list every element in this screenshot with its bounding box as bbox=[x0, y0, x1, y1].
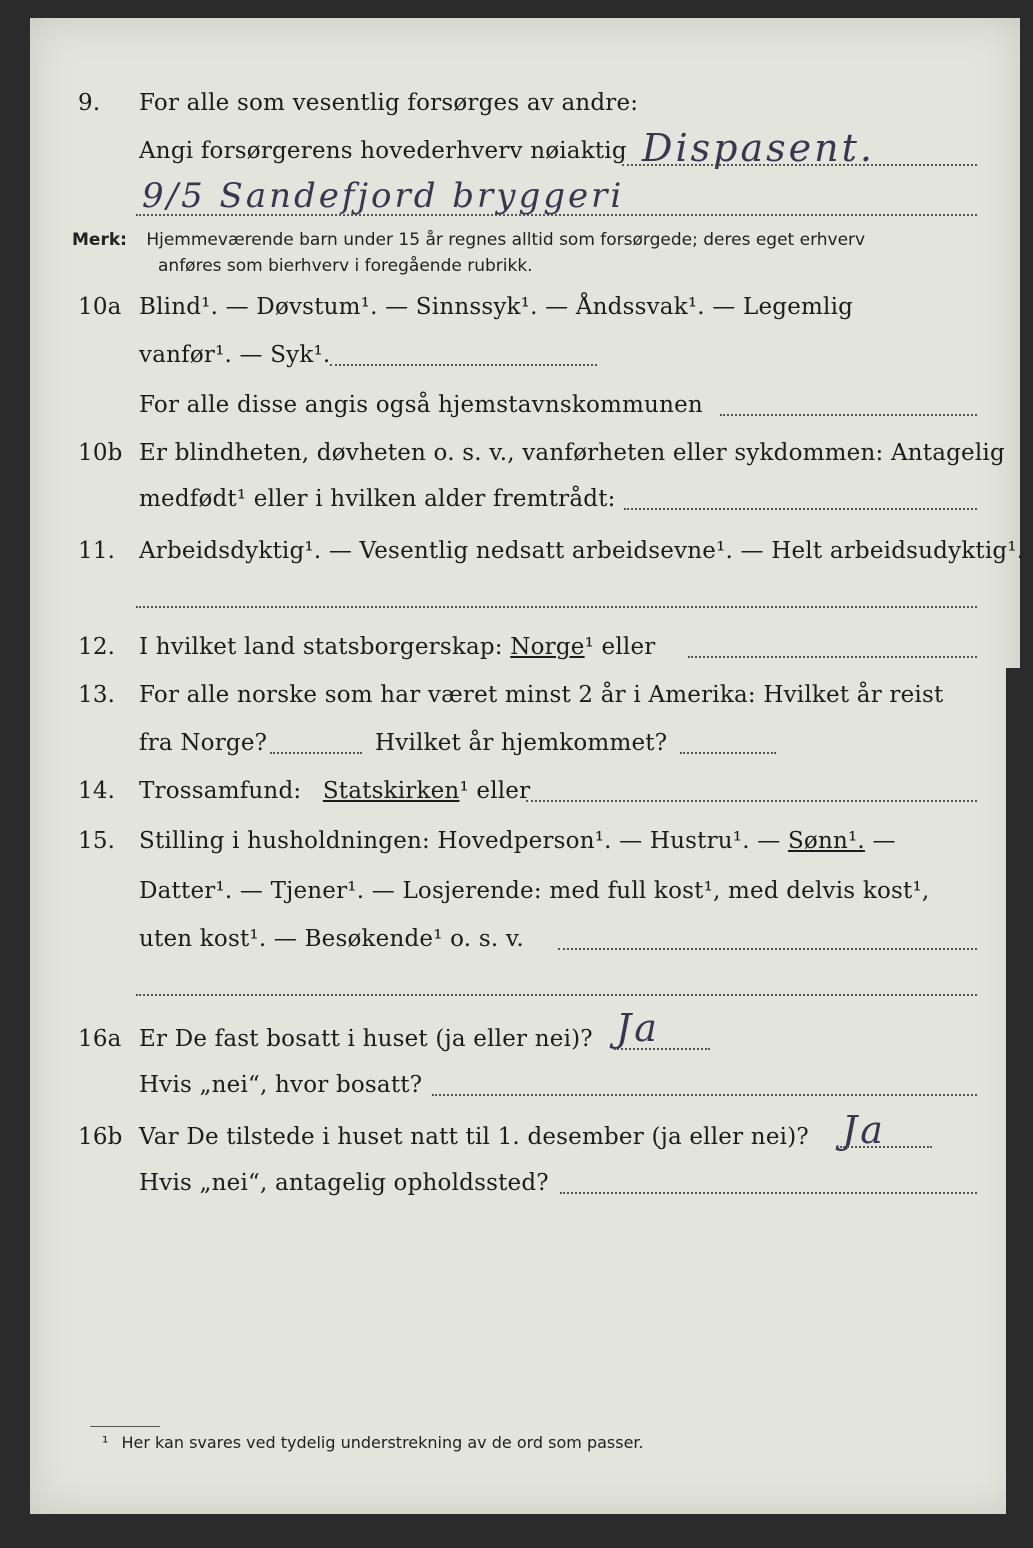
footnote-divider bbox=[90, 1426, 160, 1427]
footnote-mark: ¹ bbox=[102, 1433, 109, 1452]
q13-fill-line-1 bbox=[270, 752, 362, 754]
merk-text-1: Hjemmeværende barn under 15 år regnes alltid som forsørgede; deres eget erhverv bbox=[146, 230, 866, 250]
q10a-row-3 bbox=[30, 392, 1020, 426]
footnote bbox=[102, 1433, 644, 1452]
q9-fill-line-2 bbox=[136, 214, 977, 216]
q16a-fill-line-2 bbox=[432, 1094, 977, 1096]
q10a-text-2: vanfør¹. — Syk¹. bbox=[139, 342, 331, 368]
q10a-fill-line-2 bbox=[720, 414, 977, 416]
q13-text-2a: fra Norge? bbox=[139, 730, 268, 756]
q14-statskirken-underlined: Statskirken bbox=[322, 778, 460, 804]
q12-text-c: ¹ eller bbox=[584, 634, 656, 660]
q15-row-1 bbox=[30, 828, 1020, 862]
q13-row-1 bbox=[30, 682, 1020, 716]
q13-number: 13. bbox=[78, 682, 116, 708]
q9-row-1 bbox=[30, 90, 1020, 124]
q16b-row-2 bbox=[30, 1170, 1020, 1204]
q10b-fill-line bbox=[624, 508, 977, 510]
q14-text-c: ¹ eller bbox=[459, 778, 531, 804]
q15-fill-line-1 bbox=[558, 948, 977, 950]
q16b-text-1: Var De tilstede i huset natt til 1. desember (ja eller nei)? bbox=[139, 1124, 809, 1150]
q16a-fill-line-1 bbox=[614, 1048, 710, 1050]
q15-row-2 bbox=[30, 878, 1020, 912]
q9-text-2: Angi forsørgerens hovederhverv nøiaktig bbox=[139, 138, 627, 164]
q14-row-1 bbox=[30, 778, 1020, 812]
merk-label: Merk: bbox=[72, 230, 127, 250]
q12-text-a: I hvilket land statsborgerskap: bbox=[139, 634, 503, 660]
q15-sonn-underlined: Sønn¹. bbox=[787, 828, 865, 854]
q9-handwritten-employer: 9/5 Sandefjord bryggeri bbox=[142, 176, 625, 216]
q9-text-1: For alle som vesentlig forsørges av andre: bbox=[139, 90, 639, 116]
q15-number: 15. bbox=[78, 828, 116, 854]
q15-text-1c: — bbox=[872, 828, 896, 854]
q10b-number: 10b bbox=[78, 440, 123, 466]
q9-handwritten-occupation: Dispasent. bbox=[642, 126, 875, 170]
q10b-text-1: Er blindheten, døvheten o. s. v., vanførheten eller sykdommen: Antagelig bbox=[139, 440, 1005, 466]
q15-text-3: uten kost¹. — Besøkende¹ o. s. v. bbox=[139, 926, 524, 952]
q16b-number: 16b bbox=[78, 1124, 123, 1150]
footnote-text: Her kan svares ved tydelig understrekning av de ord som passer. bbox=[121, 1433, 644, 1452]
q16b-text-2: Hvis „nei“, antagelig opholdssted? bbox=[139, 1170, 549, 1196]
q13-text-2b: Hvilket år hjemkommet? bbox=[375, 730, 668, 756]
q16b-fill-line-2 bbox=[560, 1192, 977, 1194]
q13-row-2 bbox=[30, 730, 1020, 764]
q11-row-1 bbox=[30, 538, 1025, 572]
q15-row-3 bbox=[30, 926, 1020, 960]
q16a-handwritten-answer: Ja bbox=[616, 1006, 660, 1050]
q16a-row-2 bbox=[30, 1072, 1020, 1106]
q15-text-1a: Stilling i husholdningen: Hovedperson¹. — Hustru¹. — bbox=[139, 828, 781, 854]
q10a-fill-line-1 bbox=[330, 364, 597, 366]
q15-fill-line-2 bbox=[136, 994, 977, 996]
q13-fill-line-2 bbox=[680, 752, 776, 754]
q10a-text-1: Blind¹. — Døvstum¹. — Sinnssyk¹. — Åndssvak¹. — Legemlig bbox=[139, 294, 854, 320]
q10a-row-1 bbox=[30, 294, 1020, 328]
q16b-fill-line-1 bbox=[840, 1146, 932, 1148]
q13-text-1: For alle norske som har været minst 2 år i Amerika: Hvilket år reist bbox=[139, 682, 944, 708]
q12-row-1 bbox=[30, 634, 1020, 668]
q9-number: 9. bbox=[78, 90, 101, 116]
q9-fill-line-1 bbox=[622, 164, 977, 166]
q14-text bbox=[139, 778, 530, 804]
q15-text-2: Datter¹. — Tjener¹. — Losjerende: med full kost¹, med delvis kost¹, bbox=[139, 878, 930, 904]
q16a-text-2: Hvis „nei“, hvor bosatt? bbox=[139, 1072, 423, 1098]
q14-number: 14. bbox=[78, 778, 116, 804]
q10a-row-2 bbox=[30, 342, 1020, 376]
q10b-text-2: medfødt¹ eller i hvilken alder fremtrådt: bbox=[139, 486, 616, 512]
q10b-row-1 bbox=[30, 440, 1020, 474]
q11-fill-line bbox=[136, 606, 977, 608]
q10b-row-2 bbox=[30, 486, 1020, 520]
q16b-handwritten-answer: Ja bbox=[842, 1108, 886, 1152]
q10a-text-3: For alle disse angis også hjemstavnskommunen bbox=[139, 392, 703, 418]
q10a-number: 10a bbox=[78, 294, 122, 320]
q11-text-1: Arbeidsdyktig¹. — Vesentlig nedsatt arbeidsevne¹. — Helt arbeidsudyktig¹. bbox=[139, 538, 1025, 564]
q15-text-1 bbox=[139, 828, 896, 854]
q11-number: 11. bbox=[78, 538, 116, 564]
q16a-number: 16a bbox=[78, 1026, 122, 1052]
q16a-text-1: Er De fast bosatt i huset (ja eller nei)? bbox=[139, 1026, 593, 1052]
q12-number: 12. bbox=[78, 634, 116, 660]
q12-norge-underlined: Norge bbox=[510, 634, 585, 660]
q16a-row-1 bbox=[30, 1026, 1020, 1060]
census-form-page bbox=[30, 18, 1025, 1514]
q12-text bbox=[139, 634, 655, 660]
q14-text-a: Trossamfund: bbox=[139, 778, 302, 804]
q14-fill-line bbox=[526, 800, 977, 802]
merk-text-2: anføres som bierhverv i foregående rubrikk. bbox=[158, 256, 533, 276]
merk-row-1 bbox=[72, 230, 865, 250]
q12-fill-line bbox=[688, 656, 977, 658]
